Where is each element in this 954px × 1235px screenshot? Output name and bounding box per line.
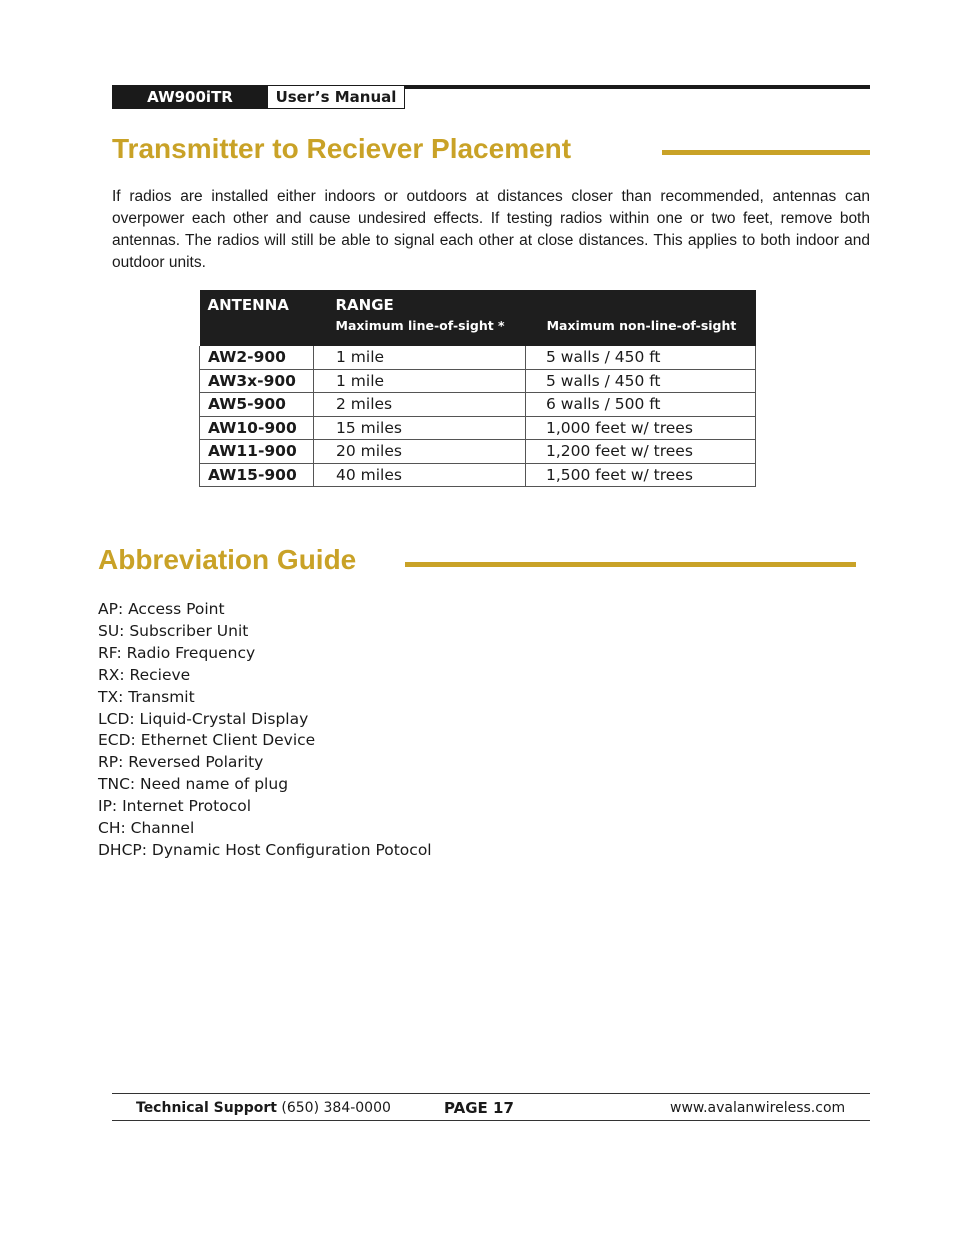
list-item: RX: Recieve bbox=[98, 665, 191, 684]
list-item: CH: Channel bbox=[98, 819, 195, 838]
antenna-cell: AW10-900 bbox=[200, 416, 314, 440]
footer-bottom-rule bbox=[112, 1120, 870, 1121]
los-cell: 40 miles bbox=[314, 463, 526, 487]
antenna-cell: AW2-900 bbox=[200, 346, 314, 369]
table-row bbox=[200, 440, 756, 464]
los-cell: 2 miles bbox=[314, 393, 526, 417]
antenna-cell: AW15-900 bbox=[200, 463, 314, 487]
header-model-label: AW900iTR bbox=[112, 85, 268, 109]
los-cell: 1 mile bbox=[314, 346, 526, 369]
range-table bbox=[199, 290, 756, 487]
placement-title: Transmitter to Reciever Placement bbox=[112, 133, 572, 164]
table-header-row bbox=[200, 290, 756, 346]
footer-page-number: PAGE 17 bbox=[444, 1099, 514, 1117]
nlos-cell: 5 walls / 450 ft bbox=[526, 369, 756, 393]
nlos-cell: 1,500 feet w/ trees bbox=[526, 463, 756, 487]
nlos-cell: 5 walls / 450 ft bbox=[526, 346, 756, 369]
los-cell: 20 miles bbox=[314, 440, 526, 464]
table-row bbox=[200, 346, 756, 369]
table-row bbox=[200, 463, 756, 487]
nlos-cell: 6 walls / 500 ft bbox=[526, 393, 756, 417]
los-cell: 15 miles bbox=[314, 416, 526, 440]
sub-nlos-header: Maximum non-line-of-sight bbox=[546, 318, 737, 333]
los-cell: 1 mile bbox=[314, 369, 526, 393]
table-row bbox=[200, 416, 756, 440]
col-range-header bbox=[314, 290, 756, 346]
abbreviation-list bbox=[98, 599, 432, 862]
footer-website-link[interactable]: www.avalanwireless.com bbox=[670, 1100, 846, 1116]
footer-top-rule bbox=[112, 1093, 870, 1094]
placement-body: If radios are installed either indoors or outdoors at distances closer than recommended, antennas can overpower each other and cause undesired effects. If testing radios within one or two feet, remove both antennas. The radios will still be able to signal each other at close distances. This applies to both indoor and outdoor units. bbox=[112, 188, 870, 271]
antenna-cell: AW11-900 bbox=[200, 440, 314, 464]
antenna-cell: AW3x-900 bbox=[200, 369, 314, 393]
list-item: TNC: Need name of plug bbox=[98, 775, 289, 794]
list-item: ECD: Ethernet Client Device bbox=[98, 731, 316, 750]
range-title: RANGE bbox=[335, 296, 394, 314]
list-item: SU: Subscriber Unit bbox=[98, 621, 249, 640]
abbreviation-title-rule bbox=[405, 562, 856, 567]
list-item: RF: Radio Frequency bbox=[98, 643, 256, 662]
placement-title-rule bbox=[662, 150, 870, 155]
nlos-cell: 1,200 feet w/ trees bbox=[526, 440, 756, 464]
footer-support bbox=[136, 1098, 391, 1118]
list-item: TX: Transmit bbox=[98, 687, 195, 706]
sub-los-header: Maximum line-of-sight * bbox=[335, 318, 505, 333]
abbreviation-title: Abbreviation Guide bbox=[98, 544, 357, 575]
header-doc-label: User’s Manual bbox=[268, 85, 405, 109]
header-rule bbox=[405, 85, 870, 89]
list-item: LCD: Liquid-Crystal Display bbox=[98, 709, 309, 728]
list-item: AP: Access Point bbox=[98, 600, 225, 618]
antenna-cell: AW5-900 bbox=[200, 393, 314, 417]
list-item: RP: Reversed Polarity bbox=[98, 753, 264, 772]
table-row bbox=[200, 369, 756, 393]
table-row bbox=[200, 393, 756, 417]
list-item: IP: Internet Protocol bbox=[98, 797, 252, 816]
footer-support-phone: (650) 384-0000 bbox=[281, 1100, 391, 1116]
list-item: DHCP: Dynamic Host Configuration Potocol bbox=[98, 840, 432, 859]
footer-support-label: Technical Support bbox=[136, 1100, 277, 1116]
nlos-cell: 1,000 feet w/ trees bbox=[526, 416, 756, 440]
col-antenna-header: ANTENNA bbox=[200, 290, 314, 346]
